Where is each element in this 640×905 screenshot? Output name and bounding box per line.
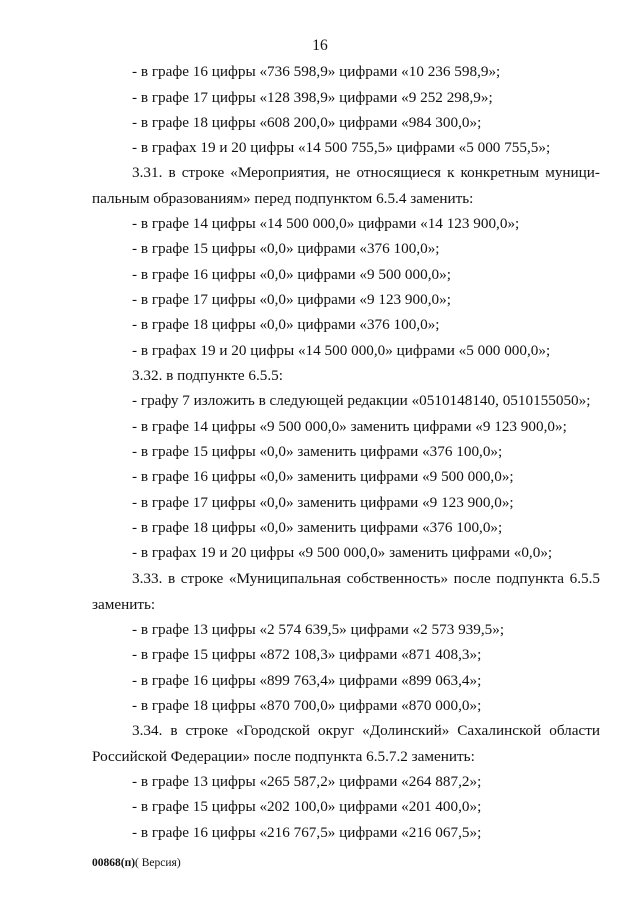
list-item: - в графе 18 цифры «0,0» цифрами «376 100,0»; xyxy=(132,316,440,333)
list-item: - в графе 18 цифры «870 700,0» цифрами «870 000,0»; xyxy=(132,697,482,714)
paragraph-continuation: заменить: xyxy=(92,596,156,613)
section-heading-3-34: 3.34. в строке «Городской округ «Долинский» Сахалинской области xyxy=(132,722,600,739)
list-item: - в графе 14 цифры «14 500 000,0» цифрами «14 123 900,0»; xyxy=(132,215,520,232)
list-item: - в графе 16 цифры «736 598,9» цифрами «10 236 598,9»; xyxy=(132,63,501,80)
list-item: - в графе 15 цифры «0,0» заменить цифрами «376 100,0»; xyxy=(132,443,503,460)
list-item: - в графе 16 цифры «0,0» заменить цифрами «9 500 000,0»; xyxy=(132,468,514,485)
list-item: - в графе 16 цифры «0,0» цифрами «9 500 000,0»; xyxy=(132,266,451,283)
list-item: - в графе 16 цифры «216 767,5» цифрами «216 067,5»; xyxy=(132,824,482,841)
document-footer xyxy=(92,857,181,869)
list-item: - в графе 17 цифры «0,0» цифрами «9 123 900,0»; xyxy=(132,291,451,308)
document-version: ( Версия) xyxy=(135,857,181,869)
list-item: - графу 7 изложить в следующей редакции «0510148140, 0510155050»; xyxy=(132,392,591,409)
paragraph-continuation: Российской Федерации» после подпункта 6.5.7.2 заменить: xyxy=(92,748,475,765)
section-heading-3-31: 3.31. в строке «Мероприятия, не относящиеся к конкретным муници- xyxy=(132,164,600,181)
list-item: - в графе 15 цифры «202 100,0» цифрами «201 400,0»; xyxy=(132,798,482,815)
list-item: - в графе 15 цифры «872 108,3» цифрами «871 408,3»; xyxy=(132,646,482,663)
list-item: - в графе 13 цифры «265 587,2» цифрами «264 887,2»; xyxy=(132,773,482,790)
list-item: - в графе 17 цифры «0,0» заменить цифрами «9 123 900,0»; xyxy=(132,494,514,511)
section-heading-3-33: 3.33. в строке «Муниципальная собственность» после подпункта 6.5.5 xyxy=(132,570,600,587)
paragraph-continuation: пальным образованиям» перед подпунктом 6.5.4 заменить: xyxy=(92,190,474,207)
list-item: - в графах 19 и 20 цифры «9 500 000,0» заменить цифрами «0,0»; xyxy=(132,544,553,561)
list-item: - в графе 16 цифры «899 763,4» цифрами «899 063,4»; xyxy=(132,672,482,689)
list-item: - в графе 17 цифры «128 398,9» цифрами «9 252 298,9»; xyxy=(132,89,493,106)
list-item: - в графе 13 цифры «2 574 639,5» цифрами «2 573 939,5»; xyxy=(132,621,505,638)
section-heading-3-32: 3.32. в подпункте 6.5.5: xyxy=(132,367,283,384)
document-code: 00868(п) xyxy=(92,857,136,869)
list-item: - в графах 19 и 20 цифры «14 500 000,0» цифрами «5 000 000,0»; xyxy=(132,342,551,359)
list-item: - в графе 14 цифры «9 500 000,0» заменить цифрами «9 123 900,0»; xyxy=(132,418,567,435)
list-item: - в графе 18 цифры «0,0» заменить цифрами «376 100,0»; xyxy=(132,519,503,536)
list-item: - в графе 15 цифры «0,0» цифрами «376 100,0»; xyxy=(132,240,440,257)
list-item: - в графах 19 и 20 цифры «14 500 755,5» цифрами «5 000 755,5»; xyxy=(132,139,551,156)
page-number: 16 xyxy=(312,37,328,54)
list-item: - в графе 18 цифры «608 200,0» цифрами «984 300,0»; xyxy=(132,114,482,131)
